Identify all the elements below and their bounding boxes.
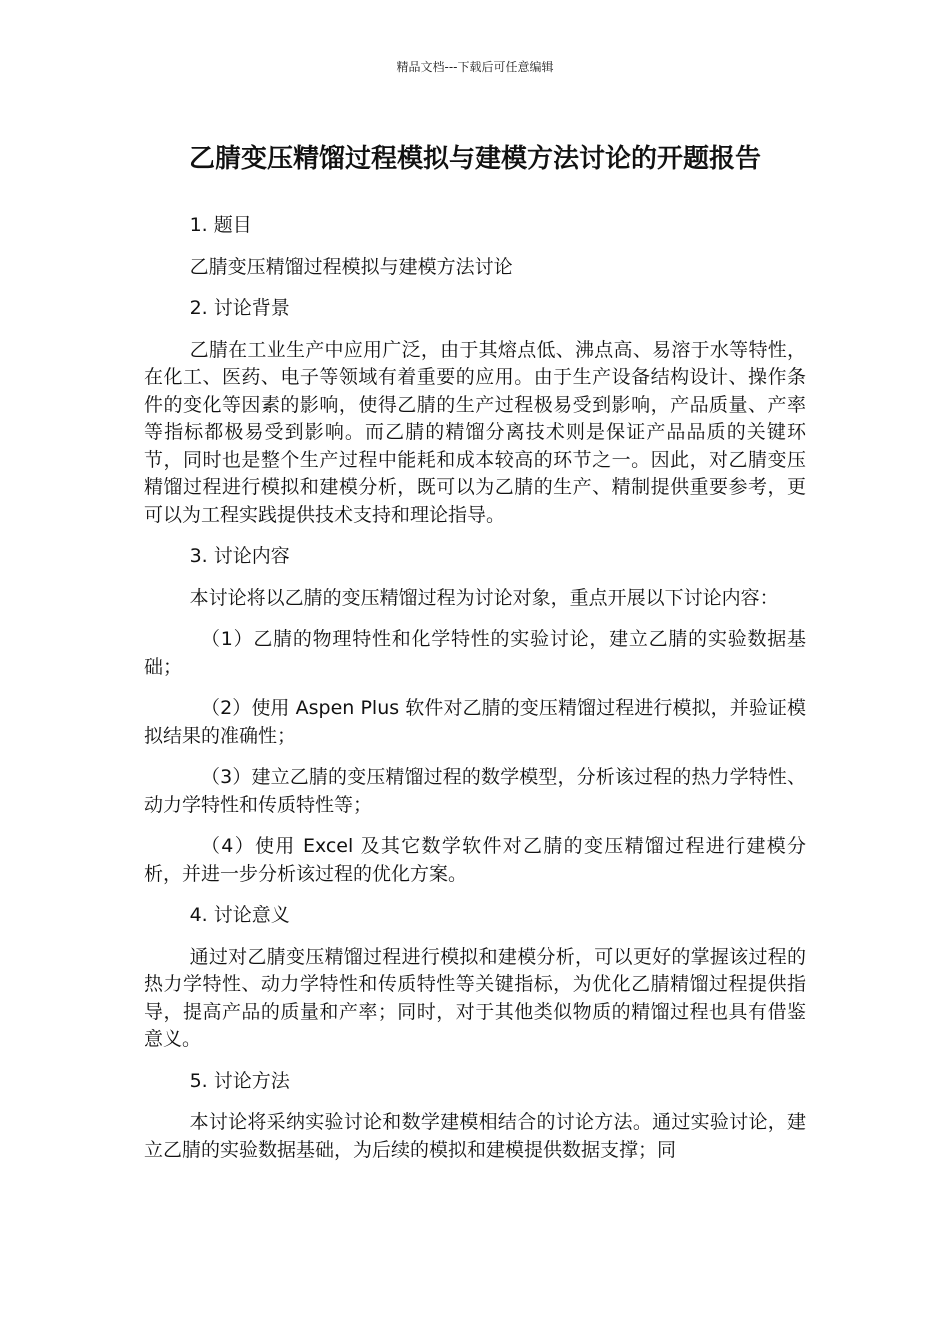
- section-2-text: 乙腈在工业生产中应用广泛，由于其熔点低、沸点高、易溶于水等特性，在化工、医药、电子等领域有着重要的应用。由于生产设备结构设计、操作条件的变化等因素的影响，使得乙腈的生产过程极易受到影响，产品质量、产率等指标都极易受到影响。而乙腈的精馏分离技术则是保证产品品质的关键环节，同时也是整个生产过程中能耗和成本较高的环节之一。因此，对乙腈变压精馏过程进行模拟和建模分析，既可以为乙腈的生产、精制提供重要参考，更可以为工程实践提供技术支持和理论指导。: [144, 338, 806, 526]
- section-5-text: 本讨论将采纳实验讨论和数学建模相结合的讨论方法。通过实验讨论，建立乙腈的实验数据基础，为后续的模拟和建模提供数据支撑；同: [144, 1111, 806, 1161]
- section-3-item-2: （2）使用 Aspen Plus 软件对乙腈的变压精馏过程进行模拟，并验证模拟结果的准确性；: [144, 697, 806, 747]
- header-note: 精品文档---下载后可任意编辑: [396, 60, 554, 74]
- section-5-heading: 5. 讨论方法: [189, 1069, 290, 1092]
- section-4-heading: 4. 讨论意义: [189, 904, 290, 926]
- section-4-text: 通过对乙腈变压精馏过程进行模拟和建模分析，可以更好的掌握该过程的热力学特性、动力学特性和传质特性等关键指标，为优化乙腈精馏过程提供指导，提高产品的质量和产率；同时，对于其他类似物质的精馏过程也具有借鉴意义。: [144, 945, 806, 1050]
- section-3-item-1: （1）乙腈的物理特性和化学特性的实验讨论，建立乙腈的实验数据基础；: [144, 628, 806, 678]
- document-body: [144, 212, 806, 1178]
- section-3-item-4: （4）使用 Excel 及其它数学软件对乙腈的变压精馏过程进行建模分析，并进一步分析该过程的优化方案。: [144, 835, 806, 885]
- section-1-heading: 1. 题目: [189, 214, 252, 236]
- section-1-text: 乙腈变压精馏过程模拟与建模方法讨论: [189, 255, 513, 278]
- section-3-intro: 本讨论将以乙腈的变压精馏过程为讨论对象，重点开展以下讨论内容：: [189, 586, 779, 609]
- section-3-item-3: （3）建立乙腈的变压精馏过程的数学模型，分析该过程的热力学特性、动力学特性和传质特性等；: [144, 766, 806, 816]
- section-3-heading: 3. 讨论内容: [189, 545, 290, 567]
- document-title: 乙腈变压精馏过程模拟与建模方法讨论的开题报告: [188, 144, 761, 174]
- section-2-heading: 2. 讨论背景: [189, 297, 290, 319]
